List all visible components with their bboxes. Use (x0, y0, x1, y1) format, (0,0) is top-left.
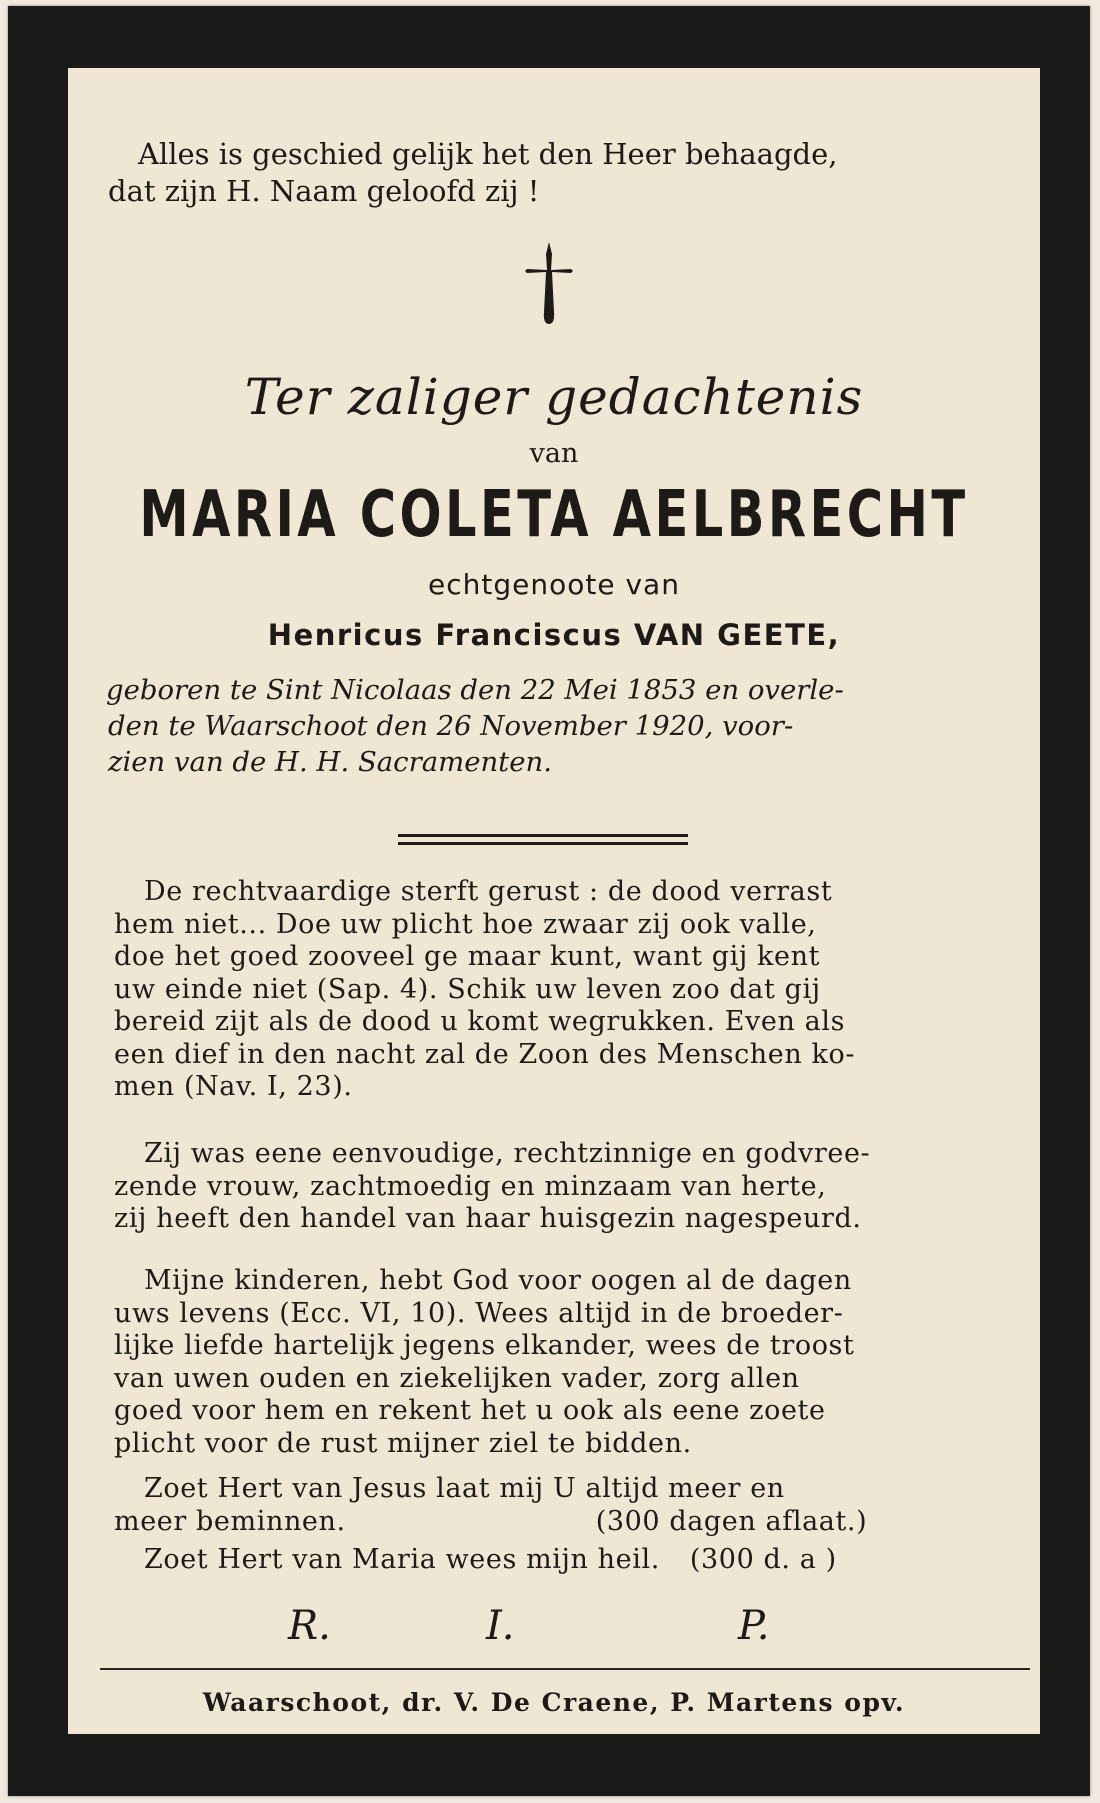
birth-line-1: geboren te Sint Nicolaas den 22 Mei 1853 en overle- (106, 674, 844, 706)
text-line: uw einde niet (Sap. 4). Schik uw leven zoo dat gij (114, 973, 821, 1005)
bottom-rule (100, 1668, 1030, 1670)
text-line: hem niet... Doe uw plicht hoe zwaar zij ook valle, (114, 908, 817, 940)
text-line: goed voor hem en rekent het u ook als eene zoete (114, 1395, 826, 1426)
cross-icon (523, 240, 575, 326)
text-line: van uwen ouden en ziekelijken vader, zorg allen (114, 1362, 800, 1394)
paragraph-character (114, 1138, 1014, 1236)
prayer-text: meer beminnen. (114, 1505, 346, 1537)
birth-line-2: den te Waarschoot den 26 November 1920, voor- (108, 710, 794, 742)
motto (108, 136, 1008, 210)
rip-r: R. (288, 1603, 331, 1649)
rip-p: P. (738, 1603, 770, 1649)
paragraph-righteous (114, 876, 1014, 1104)
motto-line-1: Alles is geschied gelijk het den Heer behaagde, (138, 137, 838, 171)
text-line: een dief in den nacht zal de Zoon des Menschen ko- (114, 1038, 856, 1070)
spouse-name: Henricus Franciscus VAN GEETE, (267, 618, 841, 652)
prayer-text: Zoet Hert van Maria wees mijn heil. (144, 1544, 660, 1575)
text-line: lijke liefde hartelijk jegens elkander, wees de troost (114, 1330, 855, 1361)
text-line: zende vrouw, zachtmoedig en minzaam van herte, (114, 1170, 827, 1202)
motto-line-2: dat zijn H. Naam geloofd zij ! (108, 174, 540, 208)
text-line: men (Nav. I, 23). (114, 1071, 353, 1102)
text-line: uws levens (Ecc. VI, 10). Wees altijd in de broeder- (114, 1297, 844, 1329)
van-label: van (529, 438, 579, 469)
birth-line-3: zien van de H. H. Sacramenten. (108, 746, 552, 778)
text-line: doe het goed zooveel ge maar kunt, want gij kent (114, 941, 821, 972)
spouse-intro: echtgenoote van (428, 568, 680, 601)
birth-death-details (106, 672, 1006, 780)
remembrance-heading: Ter zaliger gedachtenis (244, 368, 864, 426)
paragraph-prayers (114, 1473, 1014, 1577)
text-line: Mijne kinderen, hebt God voor oogen al de dagen (144, 1265, 852, 1296)
text-line: bereid zijt als de dood u komt wegrukken. Even als (114, 1006, 846, 1037)
text-line: plicht voor de rust mijner ziel te bidden. (114, 1427, 692, 1459)
text-line: De rechtvaardige sterft gerust : de dood verrast (144, 876, 833, 907)
prayer-line-3 (114, 1544, 1014, 1577)
paragraph-children (114, 1265, 1014, 1460)
mourning-card-border (8, 6, 1090, 1796)
indulgence-note: (300 dagen aflaat.) (595, 1505, 868, 1537)
rip-line (68, 1603, 1040, 1653)
prayer-line-2 (114, 1506, 1014, 1539)
text-line: zij heeft den handel van haar huisgezin nagespeurd. (114, 1203, 862, 1234)
double-rule-divider (398, 834, 688, 848)
prayer-line-1: Zoet Hert van Jesus laat mij U altijd meer en (144, 1473, 785, 1504)
rip-i: I. (486, 1603, 515, 1649)
card-panel (68, 68, 1040, 1734)
indulgence-note: (300 d. a ) (689, 1544, 837, 1575)
text-line: Zij was eene eenvoudige, rechtzinnige en godvree- (144, 1138, 871, 1169)
deceased-name: MARIA COLETA AELBRECHT (139, 478, 969, 552)
printer-imprint: Waarschoot, dr. V. De Craene, P. Martens opv. (202, 1688, 906, 1717)
